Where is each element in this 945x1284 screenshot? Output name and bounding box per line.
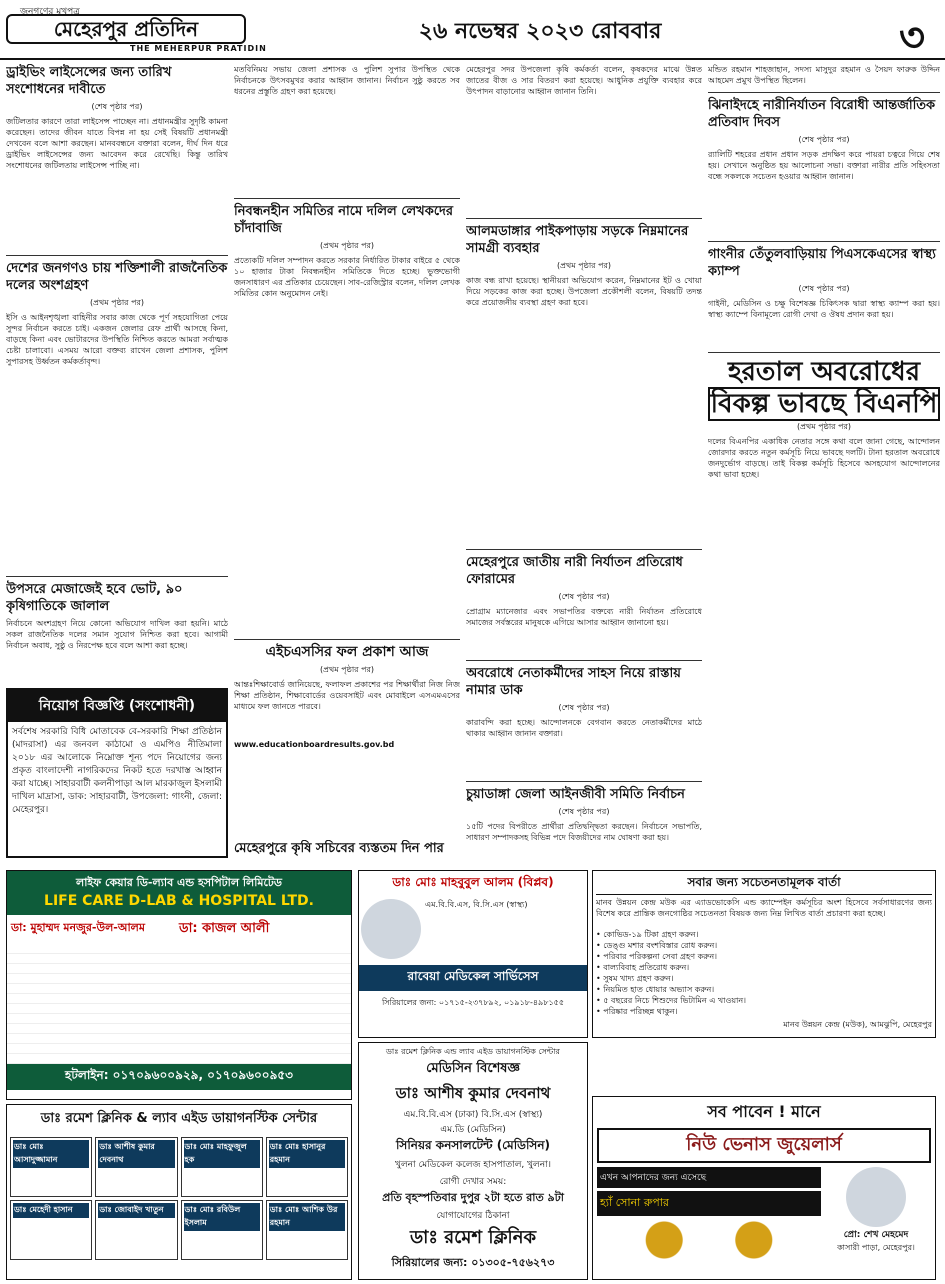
column-1 [6,64,228,684]
doctor-card-name: ডাঃ আশীষ কুমার দেবনাথ [98,1140,174,1168]
divider [6,576,228,577]
continued-note: (শেষ পৃষ্ঠার পর) [798,135,850,144]
awareness-message [592,870,936,1038]
article-body: কাজ বন্ধ রাখা হয়েছে। স্থানীয়রা অভিযোগ করেন, নিম্নমানের ইট ও খোয়া দিয়ে সড়কের কাজ করা হচ্ছে। উপজেলা প্রকৌশলী বলেন, বিষয়টি তদন্ত করে প্রয়োজনীয় ব্যবস্থা গ্রহণ করা হবে। [466,276,702,307]
doctor-grid [7,1134,351,1263]
specialty: মেডিসিন বিশেষজ্ঞ [426,1061,520,1076]
dr-mahbub-ad [358,870,588,1038]
recruitment-notice [6,688,228,858]
clinic-name: ডাঃ রমেশ ক্লিনিক [409,1227,537,1248]
doctor-card-name: ডাঃ মোঃ আশিক উর রহমান [269,1203,345,1231]
article-body: জটিলতার কারণে তারা লাইসেন্স পাচ্ছেন না। প্রধানমন্ত্রীর সুদৃষ্টি কামনা করেছেন। তাদের জীবন যাতে বিপন্ন না হয় সেই বিষয়টি প্রধানমন্ত্রী দেখবেন বলে আশা করছেন। মানববন্ধনে বক্তারা বলেন, দীর্ঘ দিন ধরে ড্রাইভিং লাইসেন্সের জন্য আবেদন করে রেখেছি। কিন্তু তারিখ সংশোধনের জটিলতায় লাইসেন্স পাচ্ছি না। [6,117,228,170]
ad-details [7,944,351,1064]
continued-note: (শেষ পৃষ্ঠার পর) [798,284,850,293]
column-4 [708,64,940,864]
column-2 [234,64,460,848]
article-body: মন্ডিত রহমান শাহজাহান, সদস্য মাসুদুর রহমান ও সৈয়দ ফারুক উদ্দিন আহমেদ প্রমুখ উপস্থিত ছিলেন। [708,65,940,85]
jewel-line: হ্যাঁ সোনা রুপার [597,1191,821,1216]
awareness-item: • ডেঙ্গু মশার বংশবিস্তার রোধ করুন। [596,941,718,950]
awareness-item: • বাল্যবিবাহ প্রতিরোধ করুন। [596,963,690,972]
headline-blockade: অবরোধে নেতাকর্মীদের সাহস নিয়ে রাস্তায় নামার ডাক [466,666,681,698]
awareness-org: মানব উন্নয়ন কেন্দ্র (মউক), আমঝুপি, মেহেরপুর [783,1020,932,1029]
awareness-item: • নিয়মিত হাত ধোয়ার অভ্যাস করুন। [596,985,715,994]
doctor-card [95,1137,177,1197]
article-body: কারাবন্দি করা হচ্ছে। আন্দোলনকে বেগবান করতে নেতাকর্মীদের মাঠে থাকার আহ্বান জানান বক্তারা। [466,718,702,738]
doctor-card [10,1137,92,1197]
doctor-name: ডাঃ মোঃ মাহবুবুল আলম (বিপ্লব) [392,875,554,889]
awareness-item: • কোভিড-১৯ টিকা গ্রহণ করুন। [596,930,699,939]
column-3 [466,64,702,864]
divider [234,198,460,199]
headline-health-camp: গাংনীর তেঁতুলবাড়িয়ায় পিএসকেএসের স্বাস্থ্য ক্যাম্প [708,247,936,279]
continued-note: (প্রথম পৃষ্ঠার পর) [89,298,145,307]
doctor-md: এম.ডি (মেডিসিন) [440,1125,506,1135]
clinic-title: ডাঃ রমেশ ক্লিনিক & ল্যাব এইড ডায়াগনস্টিক সেন্টার [40,1111,318,1126]
ad-title-en: LIFE CARE D-LAB & HOSPITAL LTD. [44,893,314,909]
serial-phone: সিরিয়ালের জন্য: ০১৭১৫-২৩৭৮৯২, ০১৯১৮-৪৯৮১৫৫ [381,998,565,1007]
doctor-photo [361,899,421,959]
article-body: ১৫টি পদের বিপরীতে প্রার্থীরা প্রতিদ্বন্দ্বিতা করছেন। নির্বাচনে সভাপতি, সাধারণ সম্পাদকসহ বিভিন্ন পদে বিজয়ীদের নাম ঘোষণা করা হয়। [466,822,702,842]
jewel-line: এখন আপনাদের জন্য এসেছে [597,1167,821,1188]
clinic-center: ডাঃ রমেশ ক্লিনিক এন্ড ল্যাব এইড ডায়াগনস্টিক সেন্টার [386,1047,560,1056]
serial-number: সিরিয়ালের জন্য: ০১৩০৫-৭৫৬২৭৩ [391,1256,555,1269]
article-body: মতবিনিময় সভায় জেলা প্রশাসক ও পুলিশ সুপার উপস্থিত থেকে নির্বাচনকে উৎসবমুখর করার আহ্বান জানান। নির্বাচন সুষ্ঠু করতে সব ধরনের প্রস্তুতি গ্রহণ করা হয়েছে। [234,65,460,96]
article-body: দলের বিএনপির একাধিক নেতার সঙ্গে কথা বলে জানা গেছে, আন্দোলন জোরদার করতে নতুন কর্মসূচি নিয়ে ভাবছে দলটি। টানা হরতাল অবরোধে জনদুর্ভোগ বাড়ছে। তাই বিকল্প কর্মসূচি হিসেবে অসহযোগ আন্দোলনের কথা ভাবা হচ্ছে। [708,437,940,479]
doctor-card-name: ডাঃ মোঃ হাসানুর রহমান [269,1140,345,1168]
divider [466,549,702,550]
awareness-item: • সুষম খাদ্য গ্রহণ করুন। [596,974,674,983]
doctor-title: সিনিয়র কনসালটেন্ট (মেডিসিন) [396,1138,550,1152]
doctor-card [181,1137,263,1197]
article-body: নির্বাচনে অংশগ্রহণ নিয়ে কোনো অভিযোগ দাখিল করা হয়নি। মাঠে সকল রাজনৈতিক দলের সমান সুযোগ নিশ্চিত করা হবে। আগামী নির্বাচন অবাধ, সুষ্ঠু ও নিরপেক্ষ হবে বলে আশা করা হচ্ছে। [6,619,228,650]
divider [466,660,702,661]
doctor-card-name: ডাঃ মোঃ মাহফুজুল হক [184,1140,260,1168]
awareness-title: সবার জন্য সচেতনতামূলক বার্তা [596,874,932,895]
headline-violence-protest-day: ঝিনাইদহে নারীনির্যাতন বিরোধী আন্তর্জাতিক প্রতিবাদ দিবস [708,98,936,130]
headline-road-construction: আলমডাঙ্গার পাইকপাড়ায় সড়কে নিম্নমানের সামগ্রী ব্যবহার [466,224,689,256]
result-website-link[interactable]: www.educationboardresults.gov.bd [234,740,395,749]
newspaper-name: মেহেরপুর প্রতিদিন [6,14,246,44]
visit-time-label: রোগী দেখার সময়: [439,1177,507,1187]
doctor-card-name: ডাঃ মোঃ আসাদুজ্জামান [13,1140,89,1168]
service-name: রাবেয়া মেডিকেল সার্ভিসেস [359,965,587,991]
jewel-tagline: সব পাবেন ! মানে [707,1102,821,1121]
article-body: প্রোগ্রাম ম্যানেজার এবং সভাপতির বক্তব্যে নারী নির্যাতন প্রতিরোধে সমাজের সর্বস্তরের মানুষকে এগিয়ে আসার আহ্বান জানানো হয়। [466,607,702,627]
doctor-card [181,1200,263,1260]
masthead [0,0,945,60]
doctor-name: ডা: কাজল আলী [179,921,270,936]
lifecare-hospital-ad [6,870,352,1100]
continued-note: (শেষ পৃষ্ঠার পর) [558,807,610,816]
article-body: গাইনী, মেডিসিন ও চক্ষু বিশেষজ্ঞ চিকিৎসক দ্বারা স্বাস্থ্য ক্যাম্প করা হয়। স্বাস্থ্য ক্যাম্পে বিনামূল্যে রোগী দেখা ও ঔষধ প্রদান করা হয়। [708,299,940,319]
jeweller-name: নিউ ভেনাস জুয়েলার্স [597,1128,931,1163]
article-body: র‌্যালিটি শহরের প্রধান প্রধান সড়ক প্রদক্ষিণ করে পায়রা চত্বরে গিয়ে শেষ হয়। সেখানে অনুষ্ঠিত হয় আলোচনা সভা। বক্তারা নারীর প্রতি সহিংসতা বন্ধে সকলকে সচেতন হওয়ার আহ্বান জানান। [708,150,940,181]
notice-body: সর্বশেষ সরকারি বিধি মোতাবেক বে-সরকারি শিক্ষা প্রতিষ্ঠান (মাদরাসা) এর জনবল কাঠামো ও এমপিও নীতিমালা ২০১৮ এর আলোকে নিম্নোক্ত শূন্য পদে নিয়োগের জন্য প্রকৃত বাংলাদেশী নাগরিকদের নিকট হতে দরখাস্ত আহ্বান করা যাচ্ছে। সাহারবাটী কলনীপাড়া আল মারকাজুল ইসলামী দাখিল মাদ্রাসা, ডাক: সাহারবাটী, উপজেলা: গাংনী, জেলা: মেহেরপুর। [12,727,222,815]
doctor-card-name: ডাঃ মেহেদী হাসান [13,1203,89,1218]
owner-photo [846,1167,906,1227]
hospital: খুলনা মেডিকেল কলেজ হাসপাতাল, খুলনা। [395,1160,551,1170]
doctor-card [95,1200,177,1260]
headline-lawyers-election: চুয়াডাঙ্গা জেলা আইনজীবী সমিতি নির্বাচন [466,787,685,802]
dr-ashish-ad [358,1042,588,1280]
headline-driving-license: ড্রাইভিং লাইসেন্সের জন্য তারিখ সংশোধনের দাবীতে [6,65,172,97]
jewellers-ad [592,1096,936,1280]
doctor-card [266,1200,348,1260]
continued-note: (শেষ পৃষ্ঠার পর) [558,703,610,712]
column-2-lower [234,840,460,870]
headline-women-forum: মেহেরপুরে জাতীয় নারী নির্যাতন প্রতিরোধ ফোরামের [466,555,683,587]
headline-hsc-result: এইচএসসির ফল প্রকাশ আজ [265,644,429,660]
divider [708,241,940,242]
contact-label: যোগাযোগের ঠিকানা [436,1211,510,1221]
awareness-item: • পরিবার পরিকল্পনা সেবা গ্রহণ করুন। [596,952,717,961]
newspaper-name-en: THE MEHERPUR PRATIDIN [130,44,267,53]
continued-note: (প্রথম পৃষ্ঠার পর) [796,422,852,431]
hotline: হটলাইন: ০১৭০৯৬০০৯২৯, ০১৭০৯৬০০৯৫৩ [7,1064,351,1090]
doctor-names [7,915,351,944]
ramesh-clinic-ad [6,1104,352,1280]
page-number: ৩ [898,15,925,61]
article-body: ইসি ও আইনশৃঙ্খলা বাহিনীর সবার কাজ থেকে পূর্ণ সহযোগিতা পেয়ে সুন্দর নির্বাচন করতে চাই। একজন জেলার রেফ প্রার্থী আসছে কিনা, বাড়ছে কিনা এবং ভোটারদের উপস্থিতি নিশ্চিত করতে আমরা সর্বাত্মক চেষ্টা চালাবো। এসময় আরো বক্তব্য রাখেন জেলা প্রশাসক, পুলিশ সুপারসহ উর্ধ্বতন কর্মকর্তাবৃন্দ। [6,313,228,366]
awareness-item: • পরিষ্কার পরিচ্ছন্ন থাকুন। [596,1007,678,1016]
owner-name: প্রো: শেখ মেহমেদ [843,1230,909,1240]
awareness-item: • ৫ বছরের নিচে শিশুদের ভিটামিন এ খাওয়ান। [596,996,746,1005]
headline-bnp-line1: হরতাল অবরোধের [727,357,921,387]
divider [708,92,940,93]
doctor-card-name: ডাঃ মোঃ রবিউল ইসলাম [184,1203,260,1231]
ad-header [7,871,351,915]
awareness-list [596,929,932,1017]
doctor-card [266,1137,348,1197]
notice-title: নিয়োগ বিজ্ঞপ্তি (সংশোধনী) [8,690,226,722]
doctor-name: ডাঃ আশীষ কুমার দেবনাথ [395,1084,551,1102]
divider [466,218,702,219]
continued-note: (শেষ পৃষ্ঠার পর) [558,592,610,601]
doctor-degree: এম.বি.বি.এস (ঢাকা) বি.সি.এস (স্বাস্থ্য) [403,1110,543,1120]
visit-time: প্রতি বৃহস্পতিবার দুপুর ২টা হতে রাত ৯টা [382,1191,564,1204]
divider [234,639,460,640]
divider [6,255,228,256]
headline-vote: উপসরে মেজাজেই হবে ভোট, ৯০ কৃষিগাতিকে জালাল [6,582,183,614]
headline-deed-writers: নিবন্ধনহীন সমিতির নামে দলিল লেখকদের চাঁদাবাজি [234,204,454,236]
masthead-tagline: জনগণের মুখপত্র [20,7,80,17]
divider [466,781,702,782]
continued-note: (প্রথম পৃষ্ঠার পর) [319,241,375,250]
headline-political-party: দেশের জনগণও চায় শক্তিশালী রাজনৈতিক দলের অংশগ্রহণ [6,261,228,293]
continued-note: (প্রথম পৃষ্ঠার পর) [319,665,375,674]
continued-note: (প্রথম পৃষ্ঠার পর) [556,261,612,270]
article-body: প্রত্যেকটি দলিল সম্পাদন করতে সরকার নির্ধারিত টাকার বাইরে ৫ থেকে ১০ হাজার টাকা নিবন্ধনহীন সমিতিকে দিতে হচ্ছে। ভুক্তভোগী জনসাধারণ এর প্রতিকার চেয়েছেন। সাব-রেজিস্ট্রার বলেন, দলিল লেখক সমিতির কোন অনুমোদন নেই। [234,256,460,298]
doctor-name: ডা: মুহাম্মদ মনজুর-উল-আলম [11,921,145,934]
issue-date: ২৬ নভেম্বর ২০২৩ রোববার [418,19,662,44]
headline-agriculture-secretary: মেহেরপুরে কৃষি সচিবের ব্যস্ততম দিন পার [234,841,444,856]
ring-icon [597,1220,821,1260]
doctor-degree: এম.বি.বি.এস, বি.সি.এস (স্বাস্থ্য) [425,900,528,909]
doctor-card [10,1200,92,1260]
ad-title: লাইফ কেয়ার ডি-ল্যাব এন্ড হসপিটাল লিমিটেড [76,876,282,889]
doctor-card-name: ডাঃ জোবাইদ খাতুন [98,1203,174,1218]
jewel-address: কাসারী পাড়া, মেহেরপুর। [837,1243,915,1252]
awareness-intro: মানব উন্নয়ন কেন্দ্র মউক এর এ্যাডভোকেসি এন্ড ক্যাম্পেইন কর্মসূচির অংশ হিসেবে সর্বসাধারণের জন্য বিশেষ করে প্রান্তিক জনগোষ্ঠির সচেতনতা বিষয়ক জন্য নিম্ন লিখিত বার্তা প্রচারণা করা হচ্ছে। [596,898,932,918]
divider [708,352,940,353]
article-body: আন্তঃশিক্ষাবোর্ড জানিয়েছে, ফলাফল প্রকাশের পর শিক্ষার্থীরা নিজ নিজ শিক্ষা প্রতিষ্ঠান, শিক্ষাবোর্ডের ওয়েবসাইট এবং মোবাইলে এসএমএসের মাধ্যমে ফল জানতে পারবে। [234,680,460,711]
headline-bnp-line2: বিকল্প ভাবছে বিএনপি [708,387,940,421]
article-body: মেহেরপুর সদর উপজেলা কৃষি কর্মকর্তা বলেন, কৃষকদের মাঝে উন্নত জাতের বীজ ও সার বিতরণ করা হয়েছে। আধুনিক প্রযুক্তি ব্যবহার করে উৎপাদন বাড়ানোর আহ্বান জানান তিনি। [466,65,702,96]
continued-note: (শেষ পৃষ্ঠার পর) [91,102,143,111]
